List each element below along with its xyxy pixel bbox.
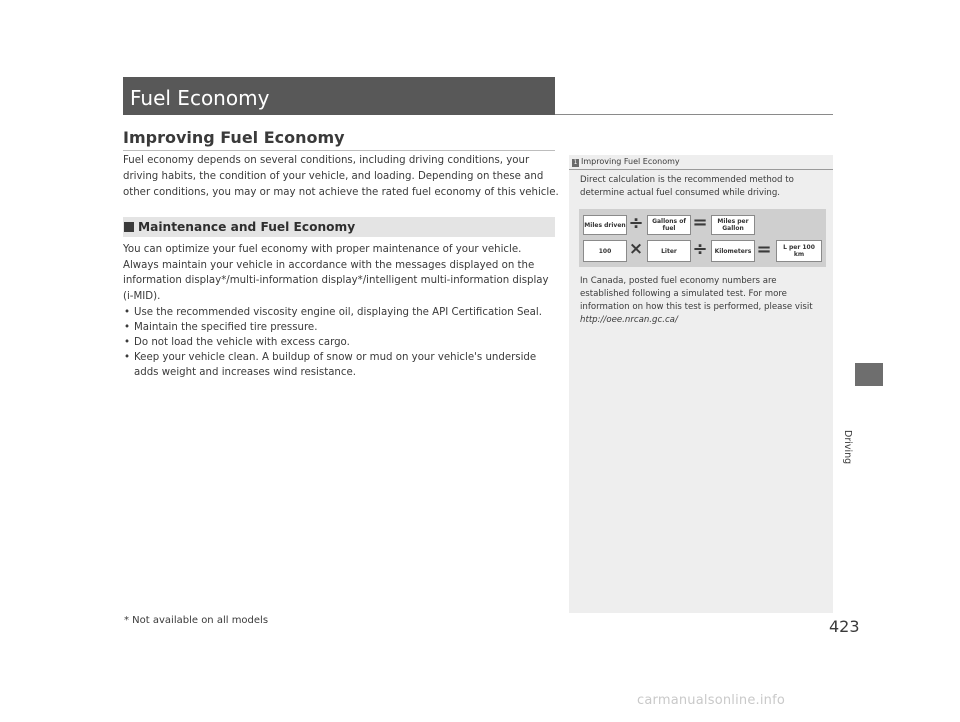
subsection-title-text: Maintenance and Fuel Economy: [138, 220, 356, 234]
equals-icon: =: [692, 212, 708, 233]
equals-icon: =: [756, 239, 772, 260]
section-rule: [123, 150, 555, 151]
sidebar-line: established following a simulated test. For more: [580, 289, 787, 299]
sidebar-calc-text: [580, 174, 830, 200]
list-item: [123, 305, 555, 320]
sidebar-canada-text: [580, 275, 830, 327]
maintenance-bullet-list: [123, 305, 555, 380]
kilometers-box: Kilometers: [711, 240, 755, 262]
miles-driven-box: Miles driven: [583, 215, 627, 235]
page-number: 423: [829, 617, 860, 636]
liter-box: Liter: [647, 240, 691, 262]
multiply-icon: ×: [628, 239, 644, 259]
bullet-text: Do not load the vehicle with excess cargo.: [134, 337, 350, 348]
bullet-dot-icon: •: [124, 307, 131, 318]
subsection-title: [124, 220, 355, 234]
bullet-text: Keep your vehicle clean. A buildup of snow or mud on your vehicle's underside: [134, 352, 537, 363]
intro-line: driving habits, the condition of your vehicle, and loading. Depending on these and: [123, 171, 544, 182]
miles-per-gallon-box: Miles per Gallon: [711, 215, 755, 235]
list-item: [123, 350, 555, 380]
maintenance-line: (i-MID).: [123, 290, 161, 302]
sidebar-rule: [569, 169, 833, 170]
bullet-text: Use the recommended viscosity engine oil, displaying the API Certification Seal.: [134, 307, 542, 318]
sidebar-line: information on how this test is performed, please visit: [580, 302, 813, 312]
gallons-of-fuel-box: Gallons of fuel: [647, 215, 691, 235]
section-tab-marker: [855, 363, 883, 386]
bullet-dot-icon: •: [124, 322, 131, 333]
list-item: [123, 335, 555, 350]
section-title: Improving Fuel Economy: [123, 128, 345, 147]
header-rule: [555, 114, 833, 115]
sidebar-heading-text: Improving Fuel Economy: [581, 157, 680, 166]
divide-icon: ÷: [692, 239, 708, 260]
sidebar-line: In Canada, posted fuel economy numbers are: [580, 276, 777, 286]
intro-line: Fuel economy depends on several conditions, including driving conditions, your: [123, 155, 530, 166]
maintenance-line: Always maintain your vehicle in accordance with the messages displayed on the: [123, 259, 535, 271]
maintenance-paragraph: [123, 242, 555, 304]
intro-paragraph: [123, 153, 559, 201]
maintenance-line: You can optimize your fuel economy with proper maintenance of your vehicle.: [123, 244, 522, 255]
bullet-text: Maintain the specified tire pressure.: [134, 322, 318, 333]
fuel-calculation-diagram: [579, 209, 826, 267]
bullet-text-continued: adds weight and increases wind resistance.: [134, 367, 357, 378]
bullet-dot-icon: •: [124, 337, 131, 348]
watermark: carmanualsonline.info: [637, 693, 786, 708]
maintenance-line: information display*/multi-information display*/intelligent multi-information display: [123, 275, 549, 286]
bullet-dot-icon: •: [124, 352, 131, 363]
sidebar-heading: [572, 157, 680, 167]
chapter-title: Fuel Economy: [130, 86, 270, 110]
hundred-box: 100: [583, 240, 627, 262]
intro-line: other conditions, you may or may not achieve the rated fuel economy of this vehicle.: [123, 187, 559, 198]
reference-number-icon: 1: [573, 159, 578, 166]
info-link[interactable]: http://oee.nrcan.gc.ca/: [580, 315, 678, 325]
sidebar-line: determine actual fuel consumed while driving.: [580, 188, 781, 198]
footnote: * Not available on all models: [124, 615, 269, 626]
sidebar-line: Direct calculation is the recommended method to: [580, 175, 794, 185]
square-bullet-icon: [124, 222, 134, 232]
divide-icon: ÷: [628, 213, 644, 234]
liters-per-100km-box: L per 100 km: [776, 240, 822, 262]
list-item: [123, 320, 555, 335]
section-tab-label: Driving: [842, 430, 853, 465]
